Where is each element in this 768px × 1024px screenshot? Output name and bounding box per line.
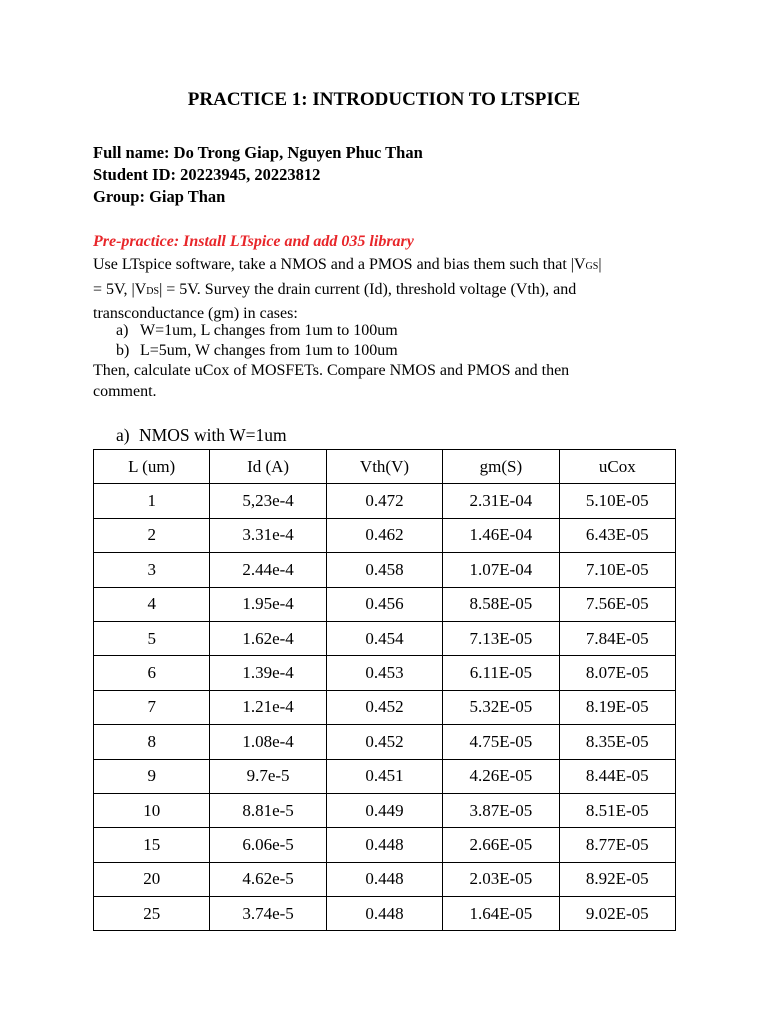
task-description (93, 254, 683, 326)
full-name: Full name: Do Trong Giap, Nguyen Phuc Than (93, 143, 423, 162)
table-cell: 2.66E-05 (443, 828, 559, 862)
table-cell: 7.10E-05 (559, 553, 675, 587)
table-cell: 8.51E-05 (559, 793, 675, 827)
table-cell: 5,23e-4 (210, 484, 326, 518)
table-cell: 15 (94, 828, 210, 862)
table-cell: 5.32E-05 (443, 690, 559, 724)
table-cell: 3 (94, 553, 210, 587)
table-cell: 6 (94, 656, 210, 690)
table-cell: 3.74e-5 (210, 897, 326, 931)
list-marker: a) (116, 322, 129, 339)
followup-line-2: comment. (93, 382, 157, 400)
table-row (94, 725, 676, 759)
table-cell: 4 (94, 587, 210, 621)
table-cell: 8.07E-05 (559, 656, 675, 690)
table-cell: 2.44e-4 (210, 553, 326, 587)
table-cell: 6.43E-05 (559, 518, 675, 552)
table-cell: 1.39e-4 (210, 656, 326, 690)
column-header: Vth(V) (326, 450, 442, 484)
table-cell: 1.21e-4 (210, 690, 326, 724)
list-item (116, 341, 398, 361)
table-row (94, 690, 676, 724)
list-item-text: L=5um, W changes from 1um to 100um (140, 342, 398, 359)
table-cell: 4.75E-05 (443, 725, 559, 759)
column-header: uCox (559, 450, 675, 484)
table-cell: 7.56E-05 (559, 587, 675, 621)
table-cell: 7.13E-05 (443, 621, 559, 655)
pre-practice-heading: Pre-practice: Install LTspice and add 035 library (93, 233, 414, 250)
student-info (93, 142, 423, 208)
table-row (94, 553, 676, 587)
list-item (116, 321, 398, 341)
table-cell: 1.46E-04 (443, 518, 559, 552)
table-cell: 1.07E-04 (443, 553, 559, 587)
table-cell: 1.08e-4 (210, 725, 326, 759)
task-followup (93, 361, 683, 402)
table-cell: 3.87E-05 (443, 793, 559, 827)
table-row (94, 897, 676, 931)
table-cell: 1.95e-4 (210, 587, 326, 621)
subscript-ds: DS (146, 285, 160, 297)
table-row (94, 656, 676, 690)
table-body (94, 484, 676, 931)
nmos-results-table (93, 449, 676, 931)
table-row (94, 587, 676, 621)
table-cell: 4.62e-5 (210, 862, 326, 896)
student-id: Student ID: 20223945, 20223812 (93, 165, 321, 184)
table-row (94, 862, 676, 896)
table-cell: 8.35E-05 (559, 725, 675, 759)
task-text: = 5V, |V (93, 280, 147, 298)
table-cell: 1.62e-4 (210, 621, 326, 655)
table-row (94, 621, 676, 655)
table-cell: 5.10E-05 (559, 484, 675, 518)
table-cell: 0.452 (326, 725, 442, 759)
table-cell: 9 (94, 759, 210, 793)
table-cell: 1.64E-05 (443, 897, 559, 931)
table-cell: 0.448 (326, 828, 442, 862)
table-cell: 0.462 (326, 518, 442, 552)
table-cell: 0.452 (326, 690, 442, 724)
table-row (94, 828, 676, 862)
table-cell: 2.03E-05 (443, 862, 559, 896)
table-cell: 0.449 (326, 793, 442, 827)
table-row (94, 484, 676, 518)
table-cell: 0.454 (326, 621, 442, 655)
table-cell: 8.58E-05 (443, 587, 559, 621)
task-text: | (598, 256, 602, 273)
table-cell: 7 (94, 690, 210, 724)
table-cell: 5 (94, 621, 210, 655)
task-text: | = 5V. Survey the drain current (Id), threshold voltage (Vth), and (159, 280, 577, 298)
table-caption (116, 424, 287, 446)
table-row (94, 518, 676, 552)
table-cell: 8.77E-05 (559, 828, 675, 862)
table-cell: 8.81e-5 (210, 793, 326, 827)
table-cell: 6.11E-05 (443, 656, 559, 690)
subscript-gs: GS (585, 261, 599, 272)
table-cell: 0.472 (326, 484, 442, 518)
task-line-1 (93, 254, 683, 279)
table-cell: 0.453 (326, 656, 442, 690)
list-marker: b) (116, 342, 130, 359)
table-cell: 6.06e-5 (210, 828, 326, 862)
caption-marker: a) (116, 425, 130, 445)
table-row (94, 759, 676, 793)
table-row (94, 793, 676, 827)
caption-text: NMOS with W=1um (139, 425, 287, 445)
table-cell: 0.451 (326, 759, 442, 793)
table-cell: 0.448 (326, 897, 442, 931)
table-cell: 25 (94, 897, 210, 931)
table-cell: 8.44E-05 (559, 759, 675, 793)
table-header-row (94, 450, 676, 484)
table-cell: 7.84E-05 (559, 621, 675, 655)
table-cell: 9.02E-05 (559, 897, 675, 931)
group-name: Group: Giap Than (93, 187, 226, 206)
table-cell: 9.7e-5 (210, 759, 326, 793)
column-header: gm(S) (443, 450, 559, 484)
table-cell: 8.92E-05 (559, 862, 675, 896)
table-cell: 0.448 (326, 862, 442, 896)
table-cell: 4.26E-05 (443, 759, 559, 793)
table-cell: 2 (94, 518, 210, 552)
list-item-text: W=1um, L changes from 1um to 100um (140, 322, 398, 339)
table-cell: 0.456 (326, 587, 442, 621)
task-line-2 (93, 279, 683, 304)
followup-line-1: Then, calculate uCox of MOSFETs. Compare NMOS and PMOS and then (93, 362, 570, 379)
table-cell: 2.31E-04 (443, 484, 559, 518)
table-cell: 1 (94, 484, 210, 518)
table-cell: 10 (94, 793, 210, 827)
column-header: Id (A) (210, 450, 326, 484)
document-title: PRACTICE 1: INTRODUCTION TO LTSPICE (187, 89, 581, 110)
table-cell: 8.19E-05 (559, 690, 675, 724)
table-cell: 20 (94, 862, 210, 896)
table-cell: 8 (94, 725, 210, 759)
column-header: L (um) (94, 450, 210, 484)
task-text: Use LTspice software, take a NMOS and a PMOS and bias them such that |V (93, 256, 586, 273)
table-cell: 3.31e-4 (210, 518, 326, 552)
table-cell: 0.458 (326, 553, 442, 587)
task-line-3: transconductance (gm) in cases: (93, 305, 298, 322)
case-list (116, 321, 398, 361)
